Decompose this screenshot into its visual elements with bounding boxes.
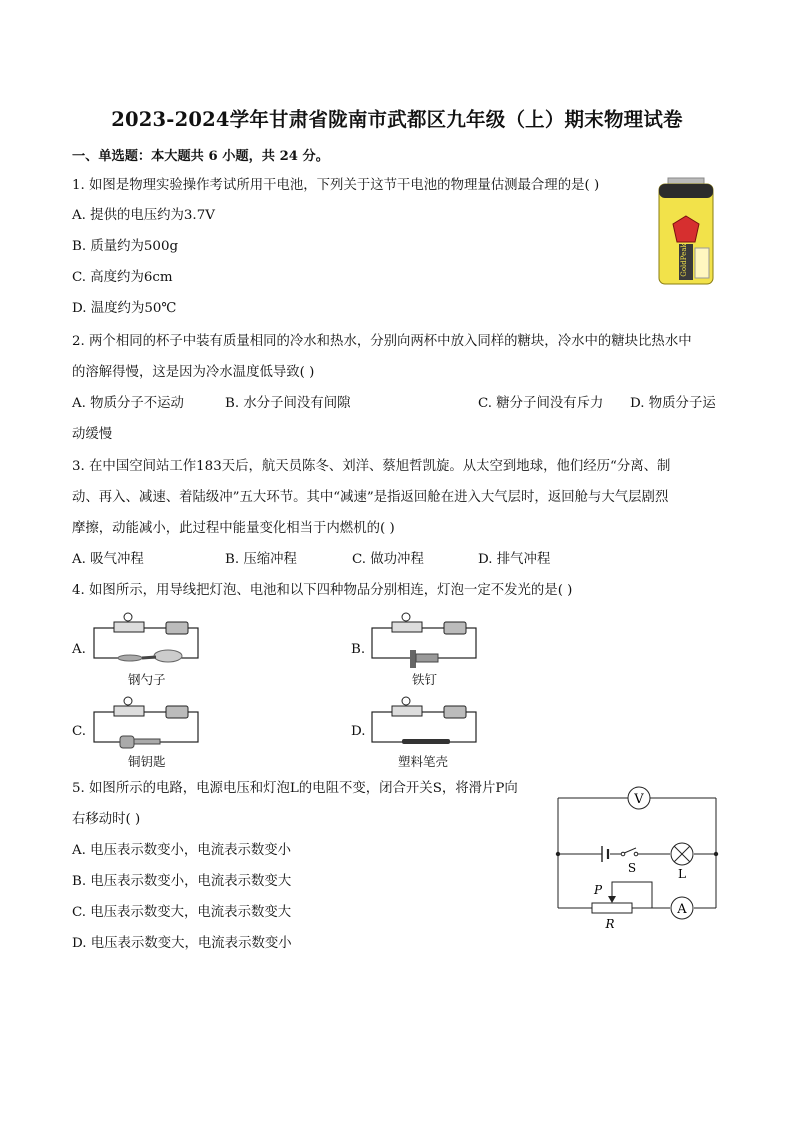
q5-stem-line1: 5. 如图所示的电路，电源电压和灯泡L的电阻不变，闭合开关S，将滑片P向 (72, 781, 518, 796)
lamp-label: L (678, 867, 686, 881)
q5-option-c: C. 电压表示数变大，电流表示数变大 (72, 905, 292, 920)
rheostat-label: R (605, 917, 615, 931)
switch-label: S (627, 861, 637, 875)
q5-option-a: A. 电压表示数变小，电流表示数变小 (72, 843, 292, 858)
section-heading: 一、单选题：本大题共 6 小题，共 24 分。 (72, 149, 329, 164)
voltmeter-label: V (634, 792, 644, 807)
q4-circuit-c (90, 696, 202, 752)
q3-stem-line1: 3. 在中国空间站工作183天后，航天员陈冬、刘洋、蔡旭哲凯旋。从太空到地球，他们经历“分离、制 (72, 459, 671, 474)
q3-option-a: A. 吸气冲程 (72, 552, 144, 567)
q2-option-d-cont: 动缓慢 (72, 427, 113, 442)
q2-option-b: B. 水分子间没有间隙 (225, 396, 351, 411)
q4-stem: 4. 如图所示，用导线把灯泡、电池和以下四种物品分别相连，灯泡一定不发光的是( ) (72, 583, 573, 598)
q4-letter-b: B. (351, 642, 366, 657)
q5-stem-line2: 右移动时( ) (72, 812, 141, 827)
q5-circuit-diagram (552, 782, 724, 934)
battery-image (655, 176, 717, 288)
q4-caption-b: 铁钉 (412, 672, 438, 687)
q1-option-c: C. 高度约为6cm (72, 270, 173, 285)
q2-option-a: A. 物质分子不运动 (72, 396, 184, 411)
battery-brand: GoldPeak (680, 243, 688, 277)
q4-caption-a: 钢勺子 (128, 672, 166, 687)
q4-circuit-b (368, 612, 480, 670)
q2-option-c: C. 糖分子间没有斥力 (478, 396, 604, 411)
q3-option-c: C. 做功冲程 (352, 552, 424, 567)
page-title: 2023-2024学年甘肃省陇南市武都区九年级（上）期末物理试卷 (111, 108, 683, 131)
q4-letter-d: D. (351, 724, 366, 739)
q2-stem-line1: 2. 两个相同的杯子中装有质量相同的冷水和热水，分别向两杯中放入同样的糖块，冷水中的糖块比热水中 (72, 334, 692, 349)
q1-stem: 1. 如图是物理实验操作考试所用干电池，下列关于这节干电池的物理量估测最合理的是( ) (72, 178, 600, 193)
q3-stem-line3: 摩擦，动能减小，此过程中能量变化相当于内燃机的( ) (72, 521, 395, 536)
q4-letter-c: C. (72, 724, 87, 739)
q3-option-b: B. 压缩冲程 (225, 552, 297, 567)
slider-label: P (593, 883, 603, 897)
q1-option-b: B. 质量约为500g (72, 239, 179, 254)
q5-option-b: B. 电压表示数变小，电流表示数变大 (72, 874, 292, 889)
q4-circuit-d (368, 696, 480, 752)
q3-stem-line2: 动、再入、减速、着陆级冲”五大环节。其中“减速”是指返回舱在进入大气层时，返回舱与大气层剧烈 (72, 490, 669, 505)
q4-letter-a: A. (72, 642, 86, 657)
q2-option-d: D. 物质分子运 (630, 396, 716, 411)
q4-caption-d: 塑料笔壳 (398, 754, 449, 769)
q4-caption-c: 铜钥匙 (128, 754, 166, 769)
q4-circuit-a (90, 612, 202, 668)
q3-option-d: D. 排气冲程 (478, 552, 551, 567)
q2-stem-line2: 的溶解得慢，这是因为冷水温度低导致( ) (72, 365, 315, 380)
q5-option-d: D. 电压表示数变大，电流表示数变小 (72, 936, 292, 951)
ammeter-label: A (677, 902, 687, 917)
q1-option-d: D. 温度约为50℃ (72, 301, 177, 316)
q1-option-a: A. 提供的电压约为3.7V (72, 208, 215, 223)
